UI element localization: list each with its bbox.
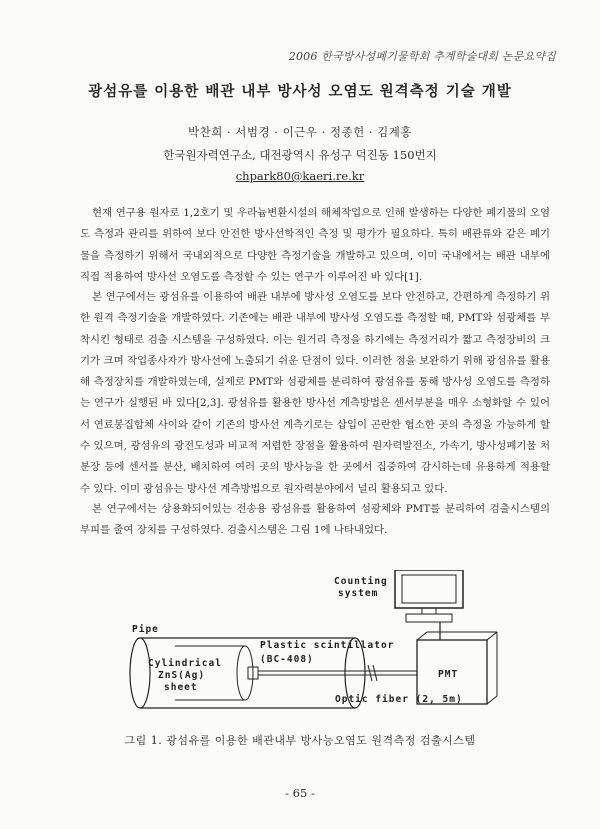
paragraph-text: 본 연구에서는 상용화되어있는 전송용 광섬유를 활용하여 섬광체와 PMT를 분리하여 검출시스템의 부피를 줄여 장치를 구성하였다. 검출시스템은 그림 1에 나타내었다. bbox=[80, 503, 550, 537]
plastic-scintillator-label: Plastic scintillator bbox=[260, 640, 395, 651]
paragraph-text: 현재 연구용 원자로 1,2호기 및 우라늄변환시설의 해체작업으로 인해 발생하는 다양한 폐기물의 오염도 측정과 관리를 위하여 보다 안전한 방사선학적인 측정 및 평가가 필요하다. 특히 배관류와 같은 폐기물을 측정하기 위해서 국내외적으로 다양한 측정기술을 개발하고 있으며, 이미 국내에서는 배관 내부에 직접 적용하여 방사선 오염도를 측정할 수 있는 연구가 이루어진 바 있다[1]. bbox=[80, 207, 550, 283]
zns-label-1: Cylindrical bbox=[148, 658, 222, 669]
authors: 박찬희 · 서범경 · 이근우 · 정종헌 · 김계홍 bbox=[188, 125, 412, 139]
system-label: system bbox=[338, 588, 379, 599]
optic-fiber-label: Optic fiber (2, 5m) bbox=[335, 694, 463, 705]
detector-system-figure bbox=[120, 570, 500, 710]
proceedings-header: 2006 한국방사성폐기물학회 추계학술대회 논문요약집 bbox=[288, 50, 556, 63]
zns-label-2: ZnS(Ag) bbox=[158, 670, 206, 681]
pmt-label: PMT bbox=[438, 669, 459, 680]
zns-label-3: sheet bbox=[164, 682, 198, 693]
paragraph-3 bbox=[80, 499, 550, 542]
affiliation: 한국원자력연구소, 대전광역시 유성구 덕진동 150번지 bbox=[163, 148, 437, 162]
pipe-label: Pipe bbox=[132, 624, 159, 635]
figure-caption: 그림 1. 광섬유를 이용한 배관내부 방사능오염도 원격측정 검출시스템 bbox=[124, 734, 476, 747]
paragraph-2 bbox=[80, 287, 550, 500]
optic-fiber bbox=[258, 665, 417, 681]
author-email[interactable]: chpark80@kaeri.re.kr bbox=[235, 169, 365, 183]
counting-label: Counting bbox=[334, 576, 388, 587]
paragraph-1 bbox=[80, 203, 550, 288]
computer-icon bbox=[395, 570, 463, 622]
bc408-label: (BC-408) bbox=[260, 654, 314, 665]
page-number: - 65 - bbox=[285, 786, 315, 800]
paragraph-text: 본 연구에서는 광섬유를 이용하여 배관 내부에 방사성 오염도를 보다 안전하고, 간편하게 측정하기 위한 원격 측정기술을 개발하였다. 기존에는 배관 내부에 방사성 오염도를 측정할 때, PMT와 섬광체를 부착시킨 형태로 검출 시스템을 구성하였다. 이는 원거리 측정을 하기에는 측정거리가 짧고 측정장비의 크기가 크며 작업종사자가 방사선에 노출되기 쉬운 단점이 있다. 이러한 점을 보완하기 위해 광섬유를 활용해 측정장치를 개발하였는데, 실제로 PMT와 섬광체를 분리하여 광섬유를 통해 방사성 오염도를 측정하는 연구가 실행된 바 있다[2,3]. 광섬유를 활용한 방사선 계측방법은 센서부분을 매우 소형화할 수 있어서 연료봉집합체 사이와 같이 기존의 방사선 계측기로는 삽입이 곤란한 협소한 곳의 측정을 가능하게 할 수 있으며, 광섬유의 광전도성과 비교적 저렴한 장점을 활용하여 원자력발전소, 가속기, 방사성폐기물 처분장 등에 센서를 분산, 배치하여 여러 곳의 방사능을 한 곳에서 집중하여 감시하는데 유용하게 적용할 수 있다. 이미 광섬유는 방사선 계측방법으로 원자력분야에서 널리 활용되고 있다. bbox=[80, 291, 550, 495]
paper-title: 광섬유를 이용한 배관 내부 방사성 오염도 원격측정 기술 개발 bbox=[88, 83, 512, 100]
